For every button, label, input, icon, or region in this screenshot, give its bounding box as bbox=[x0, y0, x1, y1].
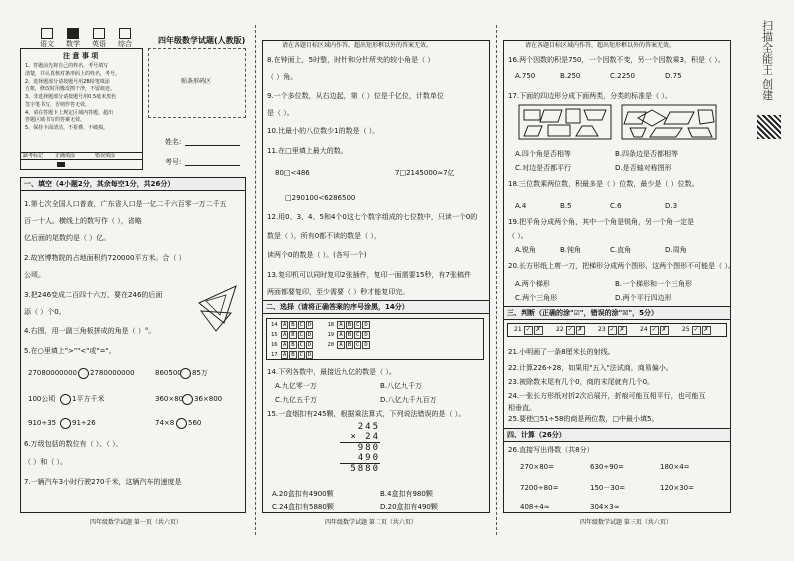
compare-circle[interactable] bbox=[180, 368, 191, 379]
id-field[interactable] bbox=[185, 165, 240, 166]
bubble-option[interactable]: B bbox=[291, 352, 295, 358]
compare-left: 74×8 bbox=[155, 419, 175, 427]
page-footer: 四年级数学试题 第一页（共六页） bbox=[90, 519, 182, 526]
question-12-line-2: 数是（ ），所有0都不读的数是（ ）， bbox=[267, 232, 381, 240]
question-3-line-1: 3.把246变成二百四十六万，要在246的后面 bbox=[24, 291, 163, 299]
question-13-line-2: 两面都要复印，至少需要（ ）秒才能复印完。 bbox=[267, 288, 410, 296]
question-1-line-1: 1.第七次全国人口普查，广东省人口是一亿二千六百零一万二千五 bbox=[24, 200, 227, 208]
bubble-option[interactable]: A bbox=[282, 332, 287, 338]
name-label: 姓名: bbox=[165, 138, 182, 146]
answer-area-header: 请在各题目标区域内作答，超出矩形框以外的答案无效。 bbox=[282, 42, 433, 49]
question-10: 10.比最小的八位数少1的数是（ ）。 bbox=[267, 127, 380, 135]
option-d: D.八亿九千九百万 bbox=[380, 396, 437, 404]
calc-item: 7200÷80= bbox=[520, 484, 559, 492]
subject-item bbox=[40, 28, 54, 49]
option-d: D.20盒扣有490颗 bbox=[380, 503, 438, 511]
notice-box bbox=[20, 48, 143, 160]
vertical-multiplication bbox=[340, 422, 380, 474]
wrong-fill-label: 错误填涂 bbox=[95, 153, 116, 159]
calc-item: 270×80= bbox=[520, 463, 554, 471]
compare-left: 910÷35 bbox=[28, 419, 57, 427]
compare-left: 360×80 bbox=[155, 395, 184, 403]
bubble-number: 20 bbox=[327, 342, 335, 348]
option-a: A.九亿零一万 bbox=[275, 382, 317, 390]
question-1-line-2: 百一十人。横线上的数写作（ ），省略 bbox=[24, 217, 142, 225]
notice-line: 3、非选择题部分请按题号用0.5毫米黑色 bbox=[25, 94, 117, 100]
bubble-option[interactable]: B bbox=[347, 342, 351, 348]
bubble-row bbox=[271, 331, 371, 339]
notice-title: 注 意 事 项 bbox=[63, 52, 99, 60]
notice-line: 5、保持卡面清洁，不折叠，不破损。 bbox=[25, 125, 109, 131]
compare-right: 91÷26 bbox=[72, 419, 96, 427]
option-c: C.6 bbox=[610, 202, 622, 210]
bubble-number: 19 bbox=[327, 332, 335, 338]
judge-item bbox=[682, 326, 712, 335]
answer-bubble-grid bbox=[266, 318, 484, 360]
cross-box-icon[interactable]: ✗ bbox=[619, 326, 625, 333]
subject-item bbox=[66, 28, 80, 49]
judge-number: 21 bbox=[514, 326, 522, 333]
column-divider bbox=[496, 25, 497, 535]
bubble-option[interactable]: C bbox=[299, 322, 303, 328]
bubble-row bbox=[271, 351, 314, 359]
bubble-option[interactable]: A bbox=[339, 322, 343, 328]
question-15: 15.一盒烟扣有245颗，根据乘法算式，下列说法错误的是（ ）。 bbox=[267, 410, 466, 418]
bubble-number: 16 bbox=[271, 342, 278, 348]
calc-line: × 24 bbox=[340, 432, 380, 443]
check-box-icon[interactable]: ✓ bbox=[609, 326, 615, 333]
compare-right: 1平方千米 bbox=[72, 395, 105, 403]
notice-lines bbox=[25, 63, 120, 133]
page-footer: 四年级数学试题 第三页（共六页） bbox=[580, 519, 672, 526]
question-25: 25.要使□51÷58的商是两位数，□中最小填5。 bbox=[508, 415, 659, 423]
compare-right: 2780000000 bbox=[90, 369, 135, 377]
option-c: C.两个三角形 bbox=[515, 294, 558, 302]
bubble-option[interactable]: D bbox=[307, 342, 312, 348]
option-b: B.5 bbox=[560, 202, 572, 210]
bubble-number: 17 bbox=[271, 352, 278, 358]
compare-left: 100公顷 bbox=[28, 395, 56, 403]
compare-left: 860500 bbox=[155, 369, 182, 377]
question-11: 11.在□里填上最大的数。 bbox=[267, 147, 348, 155]
check-box-icon[interactable]: ✓ bbox=[693, 326, 699, 333]
compare-right: 560 bbox=[188, 419, 202, 427]
bubble-option[interactable]: B bbox=[291, 342, 295, 348]
question-8: 8.在钟面上，5时整，时针和分针所夹的较小角是（ ） bbox=[267, 56, 435, 64]
compare-circle[interactable] bbox=[182, 394, 193, 405]
question-9: 9.一个多位数，从右边起，第（ ）位是千亿位，计数单位 bbox=[267, 92, 444, 100]
option-a: A.750 bbox=[515, 72, 536, 80]
option-b: B.一个梯形和一个三角形 bbox=[615, 280, 693, 288]
question-2-line-1: 2.故宫博物院的占地面积约720000平方米。合（ ） bbox=[24, 254, 186, 262]
question-11-item: □290100<6286500 bbox=[285, 194, 356, 202]
option-b: B.钝角 bbox=[560, 246, 582, 254]
compare-right: 36×800 bbox=[194, 395, 223, 403]
calc-line: 5880 bbox=[350, 464, 380, 474]
bubble-option[interactable]: D bbox=[364, 342, 368, 348]
calc-line: 245 bbox=[357, 422, 380, 432]
subject-item bbox=[92, 28, 106, 49]
bubble-option[interactable]: C bbox=[299, 342, 303, 348]
compare-left: 27080000000 bbox=[28, 369, 77, 377]
option-d: D.3 bbox=[665, 202, 678, 210]
calc-item: 408÷4≈ bbox=[520, 503, 550, 511]
set-square-figure-icon bbox=[196, 283, 238, 333]
judge-answer-row bbox=[507, 323, 727, 337]
option-c: C.九亿五千万 bbox=[275, 396, 318, 404]
question-6-line-1: 6.万级包括的数位有（ ）、（ ）、 bbox=[24, 440, 123, 448]
question-26: 26.直接写出得数（共8分） bbox=[508, 446, 594, 454]
check-box-icon[interactable]: ✓ bbox=[525, 326, 531, 333]
question-2-line-2: 公顷。 bbox=[24, 271, 45, 279]
question-5: 5.在○里填上">""<"或"="。 bbox=[24, 347, 116, 355]
question-11-item: 7□2145000≈7亿 bbox=[395, 169, 455, 177]
bubble-option[interactable]: C bbox=[356, 332, 360, 338]
question-20: 20.长方形纸上剪一刀，把梯形分成两个图形，这两个图形不可能是（ ）。 bbox=[508, 262, 735, 270]
absent-label: 缺考标记 bbox=[23, 153, 44, 159]
question-9-line-2: 是（ ）。 bbox=[267, 109, 294, 117]
option-d: D.周角 bbox=[665, 246, 687, 254]
option-c: C.直角 bbox=[610, 246, 632, 254]
question-13-line-1: 13.复印机可以同时复印2张插件，复印一面需要15秒，有7张稿件 bbox=[267, 271, 471, 279]
bubble-row bbox=[271, 321, 371, 329]
compare-circle[interactable] bbox=[176, 418, 187, 429]
option-d: D.75 bbox=[665, 72, 682, 80]
judge-number: 25 bbox=[682, 326, 690, 333]
cross-box-icon[interactable]: ✗ bbox=[703, 326, 709, 333]
option-b: B.四条边是否都相等 bbox=[615, 150, 679, 158]
question-11-item: 80□<486 bbox=[275, 169, 310, 177]
cross-box-icon[interactable]: ✗ bbox=[535, 326, 541, 333]
question-8-line-2: （ ）角。 bbox=[267, 73, 298, 81]
question-7: 7.一辆汽车3小时行驶270千米，这辆汽车的速度是 bbox=[24, 478, 182, 486]
section-3-header: 三、判断（正确的涂"☑"，错误的涂"☒"，5分） bbox=[503, 306, 731, 320]
fill-legend bbox=[20, 152, 143, 170]
section-1-header: 一、填空（4小题2分，其余每空1分，共26分） bbox=[20, 177, 246, 191]
question-16: 16.两个因数的积是750，一个因数不变，另一个因数乘3，积是（ ）。 bbox=[508, 56, 725, 64]
notice-line: 签字笔书写，否则作答无效。 bbox=[25, 101, 91, 108]
compare-circle[interactable] bbox=[60, 418, 71, 429]
notice-line: 1、答题前先将自己的姓名，考号填写 bbox=[25, 63, 109, 69]
judge-item bbox=[640, 326, 670, 335]
option-c: C.对边是否都平行 bbox=[515, 164, 572, 172]
bubble-number: 15 bbox=[271, 332, 278, 338]
subject-label: 英语 bbox=[92, 40, 106, 48]
scanner-watermark: 扫描全能王 创建 bbox=[760, 20, 774, 101]
judge-item bbox=[556, 326, 586, 335]
question-14: 14.下列各数中，最接近九亿的数是（ ）。 bbox=[267, 368, 396, 376]
question-21: 21.小明画了一条8厘米长的射线。 bbox=[508, 348, 615, 356]
bubble-option[interactable]: D bbox=[307, 332, 312, 338]
check-box-icon[interactable]: ✓ bbox=[651, 326, 657, 333]
question-18: 18.三位数乘两位数，积最多是（ ）位数，最少是（ ）位数。 bbox=[508, 180, 699, 188]
bubble-option[interactable]: D bbox=[364, 332, 368, 338]
option-a: A.两个梯形 bbox=[515, 280, 550, 288]
quadrilateral-figures-icon bbox=[518, 104, 718, 140]
bubble-number: 18 bbox=[327, 322, 335, 328]
option-d: D.两个平行四边形 bbox=[615, 294, 672, 302]
option-b: B.4盒扣有980颗 bbox=[380, 490, 433, 498]
question-17: 17.下面的四边形分成下面两类，分类的标准是（ ）。 bbox=[508, 92, 672, 100]
section-4-header: 四、计算（26分） bbox=[503, 428, 731, 442]
bubble-option[interactable]: A bbox=[282, 352, 287, 358]
question-3-line-2: 添（ ）个0。 bbox=[24, 308, 66, 316]
question-24-line-2: 相垂直。 bbox=[508, 404, 536, 412]
question-12-line-1: 12.用0、3、4、5和4个0这七个数字组成的七位数中，只读一个0的 bbox=[267, 213, 478, 221]
option-c: C.2250 bbox=[610, 72, 635, 80]
subject-label: 综合 bbox=[118, 40, 132, 48]
compare-right: 85万 bbox=[192, 369, 208, 377]
bubble-option[interactable]: A bbox=[282, 342, 287, 348]
answer-area-header: 请在各题目标区域内作答，超出矩形框以外的答案无效。 bbox=[525, 42, 676, 49]
option-b: B.250 bbox=[560, 72, 581, 80]
bubble-option[interactable]: B bbox=[291, 332, 295, 338]
notice-line: 清楚，并认真核对条形码上的姓名，考号。 bbox=[25, 70, 121, 77]
bubble-option[interactable]: C bbox=[299, 352, 303, 358]
question-1-line-3: 亿后面的尾数约是（ ）亿。 bbox=[24, 234, 111, 242]
calc-line: 490 bbox=[340, 453, 380, 464]
bubble-option[interactable]: B bbox=[347, 332, 351, 338]
bubble-option[interactable]: A bbox=[339, 342, 343, 348]
bubble-number: 14 bbox=[271, 322, 278, 328]
bubble-option[interactable]: B bbox=[347, 322, 351, 328]
question-19-line-2: （ ）。 bbox=[508, 232, 528, 240]
bubble-option[interactable]: B bbox=[291, 322, 295, 328]
option-a: A.锐角 bbox=[515, 246, 536, 254]
judge-number: 23 bbox=[598, 326, 606, 333]
subject-boxes bbox=[40, 28, 132, 49]
column-divider bbox=[255, 25, 256, 535]
bubble-option[interactable]: D bbox=[307, 352, 312, 358]
bubble-option[interactable]: C bbox=[299, 332, 303, 338]
option-c: C.24盒扣有5880颗 bbox=[272, 503, 334, 511]
cross-box-icon[interactable]: ✗ bbox=[661, 326, 667, 333]
notice-line: 答题区域书写的答案无效。 bbox=[25, 117, 86, 124]
compare-circle[interactable] bbox=[78, 368, 89, 379]
judge-number: 24 bbox=[640, 326, 648, 333]
check-box-icon[interactable]: ✓ bbox=[567, 326, 573, 333]
option-b: B.八亿九千万 bbox=[380, 382, 423, 390]
judge-number: 22 bbox=[556, 326, 564, 333]
name-field[interactable] bbox=[185, 145, 240, 146]
question-4: 4.右图，用一副三角板拼成的角是（ ）°。 bbox=[24, 327, 156, 335]
calc-line: 980 bbox=[357, 443, 380, 453]
notice-line: 2、选择题部分请按题号用2B铅笔填涂 bbox=[25, 78, 110, 85]
bubble-option[interactable]: D bbox=[364, 322, 368, 328]
option-d: D.是否轴对称图形 bbox=[615, 164, 672, 172]
judge-item bbox=[598, 326, 628, 335]
compare-circle[interactable] bbox=[60, 394, 71, 405]
cross-box-icon[interactable]: ✗ bbox=[577, 326, 583, 333]
question-23: 23.被除数末尾有几个0，商的末尾就有几个0。 bbox=[508, 378, 655, 386]
option-a: A.20盒扣有4900颗 bbox=[272, 490, 334, 498]
question-12-line-3: 读两个0的数是（ ）。(各写一个) bbox=[267, 251, 367, 259]
calc-item: 120×30= bbox=[660, 484, 694, 492]
calc-item: 150－30= bbox=[590, 484, 626, 492]
bubble-option[interactable]: C bbox=[356, 322, 360, 328]
judge-item bbox=[514, 326, 544, 335]
calc-item: 304×3≈ bbox=[590, 503, 620, 511]
page-footer: 四年级数学试题 第二页（共六页） bbox=[325, 519, 417, 526]
subject-item bbox=[118, 28, 132, 49]
exam-title: 四年级数学试题(人教版) bbox=[158, 36, 246, 45]
bubble-option[interactable]: D bbox=[307, 322, 312, 328]
calc-item: 630÷90= bbox=[590, 463, 624, 471]
barcode-area bbox=[148, 48, 246, 118]
question-22: 22.计算226÷28，如果用"五入"法试商，商易偏小。 bbox=[508, 364, 673, 372]
bubble-option[interactable]: C bbox=[356, 342, 360, 348]
qr-code-icon bbox=[757, 115, 781, 139]
option-a: A.4 bbox=[515, 202, 527, 210]
question-19-line-1: 19.把平角分成两个角，其中一个角是锐角，另一个角一定是 bbox=[508, 218, 695, 226]
question-24-line-1: 24.一张长方形纸对折2次后展开，折痕可能互相平行，也可能互 bbox=[508, 392, 706, 400]
bubble-option[interactable]: A bbox=[339, 332, 343, 338]
bubble-row bbox=[271, 341, 371, 349]
bubble-option[interactable]: A bbox=[282, 322, 287, 328]
calc-item: 180×4= bbox=[660, 463, 690, 471]
section-2-header: 二、选择（请将正确答案的序号涂黑，14分） bbox=[262, 300, 490, 314]
subject-label: 语文 bbox=[40, 40, 54, 48]
question-6-line-2: （ ）和（ ）。 bbox=[24, 458, 67, 466]
barcode-label: 贴条形码区 bbox=[181, 78, 212, 85]
correct-fill-label: 正确填涂 bbox=[55, 153, 76, 159]
notice-line: 4、请在答题卡上规定区域内答题，超出 bbox=[25, 109, 114, 116]
option-a: A.四个角是否相等 bbox=[515, 150, 571, 158]
subject-label: 数学 bbox=[66, 40, 80, 48]
notice-line: 方框，修改时用橡皮擦干净，不留痕迹。 bbox=[25, 86, 116, 93]
correct-fill-icon bbox=[57, 162, 65, 167]
id-label: 考号: bbox=[165, 158, 182, 166]
